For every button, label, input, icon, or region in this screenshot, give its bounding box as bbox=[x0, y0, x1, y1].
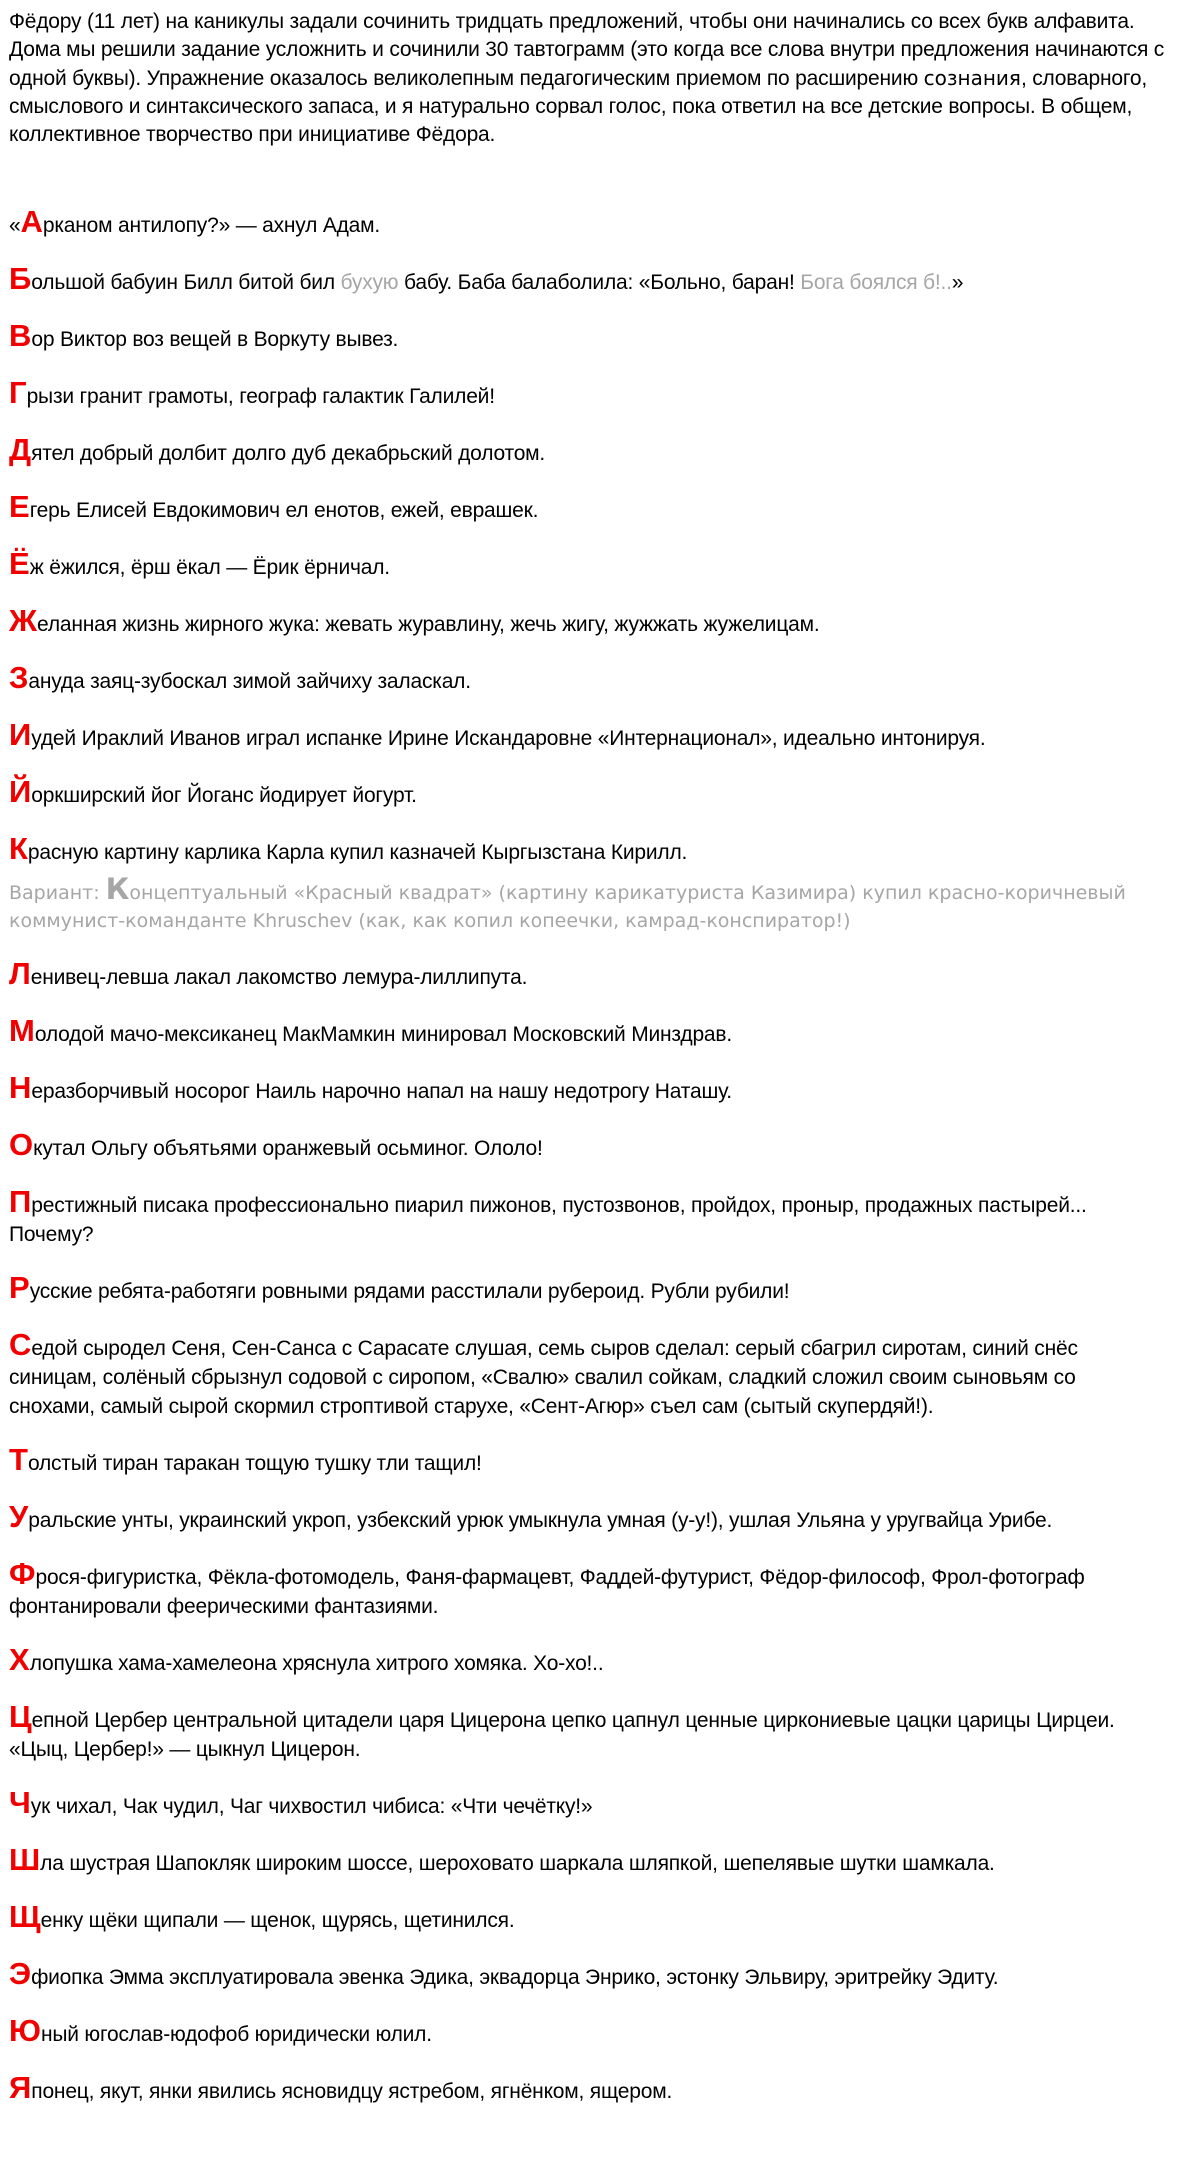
dropcap-letter: Ж bbox=[9, 603, 38, 638]
text-segment: ануда заяц-зубоскал зимой зайчиху заласкал. bbox=[28, 670, 471, 693]
dropcap-letter: Щ bbox=[9, 1899, 41, 1934]
text-segment: епной Цербер центральной цитадели царя Цицерона цепко цапнул ценные циркониевые цацки царицы Цирцеи. «Цыц, Цербер!» — цыкнул Цицерон. bbox=[9, 1709, 1115, 1761]
dropcap-letter: Т bbox=[9, 1442, 28, 1477]
text-segment: усские ребята-работяги ровными рядами расстилали рубероид. Рубли рубили! bbox=[29, 1280, 790, 1303]
tautogram-item bbox=[9, 774, 1167, 810]
text-segment: ж ёжился, ёрш ёкал — Ёрик ёрничал. bbox=[29, 556, 390, 579]
tautogram-item bbox=[9, 2070, 1167, 2106]
tautogram-list bbox=[9, 204, 1167, 2106]
text-segment: еразборчивый носорог Наиль нарочно напал на нашу недотрогу Наташу. bbox=[31, 1080, 732, 1103]
tautogram-item bbox=[9, 1184, 1167, 1249]
dropcap-letter: Х bbox=[9, 1642, 30, 1677]
text-segment: рызи гранит грамоты, географ галактик Галилей! bbox=[26, 385, 495, 408]
leading-quote-mark: « bbox=[9, 214, 21, 237]
tautogram-item bbox=[9, 660, 1167, 696]
tautogram-item bbox=[9, 1956, 1167, 1992]
dropcap-letter: С bbox=[9, 1327, 32, 1362]
tautogram-item bbox=[9, 1556, 1167, 1621]
intro-text-segment: сознания bbox=[923, 66, 1021, 90]
text-segment: енивец-левша лакал лакомство лемура-лиллипута. bbox=[30, 966, 528, 989]
text-segment: удей Ираклий Иванов играл испанке Ирине Искандаровне «Интернационал», идеально интонируя. bbox=[31, 727, 986, 750]
dropcap-letter: У bbox=[9, 1499, 29, 1534]
dropcap-letter: Ё bbox=[9, 546, 30, 581]
text-segment: фиопка Эмма эксплуатировала эвенка Эдика, эквадорца Энрико, эстонку Эльвиру, эритрейку Эдиту. bbox=[31, 1966, 999, 1989]
dropcap-letter: Б bbox=[9, 261, 32, 296]
tautogram-item bbox=[9, 1442, 1167, 1478]
text-segment: лопушка хама-хамелеона хряснула хитрого хомяка. Хо-хо!.. bbox=[29, 1652, 604, 1675]
tautogram-item bbox=[9, 1013, 1167, 1049]
dropcap-letter: Я bbox=[9, 2070, 32, 2105]
tautogram-item bbox=[9, 1699, 1167, 1764]
tautogram-item bbox=[9, 831, 1167, 867]
dropcap-letter: П bbox=[9, 1184, 32, 1219]
tautogram-item bbox=[9, 546, 1167, 582]
tautogram-item bbox=[9, 204, 1167, 240]
tautogram-item bbox=[9, 2013, 1167, 2049]
text-segment: Бога боялся б!.. bbox=[800, 271, 952, 294]
text-segment: рканом антилопу?» — ахнул Адам. bbox=[42, 214, 381, 237]
dropcap-letter: А bbox=[20, 204, 43, 239]
tautogram-item bbox=[9, 1785, 1167, 1821]
tautogram-item bbox=[9, 261, 1167, 297]
dropcap-letter: О bbox=[9, 1127, 34, 1162]
text-segment: ор Виктор воз вещей в Воркуту вывез. bbox=[31, 328, 399, 351]
tautogram-item bbox=[9, 1899, 1167, 1935]
text-segment: герь Елисей Евдокимович ел енотов, ежей, еврашек. bbox=[29, 499, 539, 522]
dropcap-letter: Ц bbox=[9, 1699, 32, 1734]
text-segment: ный югослав-юдофоб юридически юлил. bbox=[40, 2023, 432, 2046]
tautogram-item bbox=[9, 603, 1167, 639]
text-segment: » bbox=[951, 271, 964, 294]
dropcap-letter: Ч bbox=[9, 1785, 31, 1820]
dropcap-letter: Г bbox=[9, 375, 27, 410]
text-segment: расную картину карлика Карла купил казначей Кыргызстана Кирилл. bbox=[27, 841, 688, 864]
tautogram-item bbox=[9, 432, 1167, 468]
text-segment: бабу. Баба балаболила: «Больно, баран! bbox=[398, 271, 801, 294]
tautogram-item bbox=[9, 1127, 1167, 1163]
dropcap-letter: Й bbox=[9, 774, 32, 809]
tautogram-item bbox=[9, 318, 1167, 354]
tautogram-item bbox=[9, 1642, 1167, 1678]
text-segment: понец, якут, янки явились ясновидцу ястребом, ягнёнком, ящером. bbox=[31, 2080, 673, 2103]
tautogram-item bbox=[9, 1842, 1167, 1878]
tautogram-item bbox=[9, 1499, 1167, 1535]
dropcap-letter: К bbox=[105, 872, 130, 906]
variant-label: Вариант: bbox=[9, 882, 106, 904]
dropcap-letter: К bbox=[9, 831, 28, 866]
text-segment: еланная жизнь жирного жука: жевать журавлину, жечь жигу, жужжать жужелицам. bbox=[37, 613, 820, 636]
text-segment: рося-фигуристка, Фёкла-фотомодель, Фаня-фармацевт, Фаддей-футурист, Фёдор-философ, Фрол-фотограф фонтанировали феерическими фантазиями. bbox=[9, 1566, 1085, 1618]
text-segment: олодой мачо-мексиканец МакМамкин минировал Московский Минздрав. bbox=[34, 1023, 732, 1046]
text-segment: енку щёки щипали — щенок, щурясь, щетинился. bbox=[40, 1909, 515, 1932]
dropcap-letter: Э bbox=[9, 1956, 32, 1991]
text-segment: онцептуальный «Красный квадрат» (картину карикатуриста Казимира) купил красно-коричневый коммунист-команданте Khruschev (как, как копил копеечки, камрад-конспиратор!) bbox=[9, 882, 1126, 932]
dropcap-letter: Ю bbox=[9, 2013, 41, 2048]
text-segment: бухую bbox=[340, 271, 399, 294]
dropcap-letter: В bbox=[9, 318, 32, 353]
dropcap-letter: Е bbox=[9, 489, 30, 524]
dropcap-letter: З bbox=[9, 660, 29, 695]
text-segment: олстый тиран таракан тощую тушку тли тащил! bbox=[27, 1452, 482, 1475]
dropcap-letter: Р bbox=[9, 1270, 30, 1305]
variant-note bbox=[9, 872, 1167, 935]
tautogram-item bbox=[9, 1270, 1167, 1306]
tautogram-item bbox=[9, 1070, 1167, 1106]
text-segment: оркширский йог Йоганс йодирует йогурт. bbox=[31, 784, 417, 807]
dropcap-letter: Д bbox=[9, 432, 32, 467]
tautogram-item bbox=[9, 956, 1167, 992]
tautogram-item bbox=[9, 375, 1167, 411]
text-segment: ук чихал, Чак чудил, Чаг чихвостил чибиса: «Чти чечётку!» bbox=[30, 1795, 593, 1818]
intro-text-segment: , словарного, смыслового и синтаксического запаса, и я натурально сорвал голос, пока ответил на все детские вопросы. В общем, коллективное творчество при инициативе Фёдора. bbox=[9, 67, 1147, 146]
text-segment: рестижный писака профессионально пиарил пижонов, пустозвонов, пройдох, проныр, продажных пастырей... Почему? bbox=[9, 1194, 1087, 1246]
intro-paragraph bbox=[9, 8, 1167, 149]
dropcap-letter: Л bbox=[9, 956, 31, 991]
dropcap-letter: И bbox=[9, 717, 32, 752]
text-segment: ятел добрый долбит долго дуб декабрьский долотом. bbox=[31, 442, 546, 465]
text-segment: едой сыродел Сеня, Сен-Санса с Сарасате слушая, семь сыров сделал: серый сбагрил сиротам, синий снёс синицам, солёный сбрызнул содовой с сиропом, «Свалю» свалил сойкам, сладкий сложил своим сыновьям со снохами, самый сырой скормил строптивой старухе, «Сент-Агюр» съел сам (сытый скупердяй!). bbox=[9, 1337, 1078, 1418]
text-segment: ла шустрая Шапокляк широким шоссе, шероховато шаркала шляпкой, шепелявые шутки шамкала. bbox=[40, 1852, 995, 1875]
tautogram-item bbox=[9, 489, 1167, 525]
dropcap-letter: Ш bbox=[9, 1842, 41, 1877]
dropcap-letter: М bbox=[9, 1013, 35, 1048]
text-segment: ральские унты, украинский укроп, узбекский урюк умыкнула умная (у-у!), ушлая Ульяна у уругвайца Урибе. bbox=[28, 1509, 1053, 1532]
text-segment: кутал Ольгу объятьями оранжевый осьминог. Ололо! bbox=[33, 1137, 543, 1160]
tautogram-item bbox=[9, 1327, 1167, 1421]
tautogram-item bbox=[9, 717, 1167, 753]
dropcap-letter: Ф bbox=[9, 1556, 36, 1591]
intro-text-segment: Фёдору (11 лет) на каникулы задали сочинить тридцать предложений, чтобы они начинались со всех букв алфавита. Дома мы решили задание усложнить и сочинили 30 тавтограмм (это когда все слова внутри предложения начинаются с одной буквы). Упражнение оказалось великолепным педагогическим приемом по расширению bbox=[9, 10, 1165, 90]
dropcap-letter: Н bbox=[9, 1070, 32, 1105]
text-segment: ольшой бабуин Билл битой бил bbox=[31, 271, 341, 294]
